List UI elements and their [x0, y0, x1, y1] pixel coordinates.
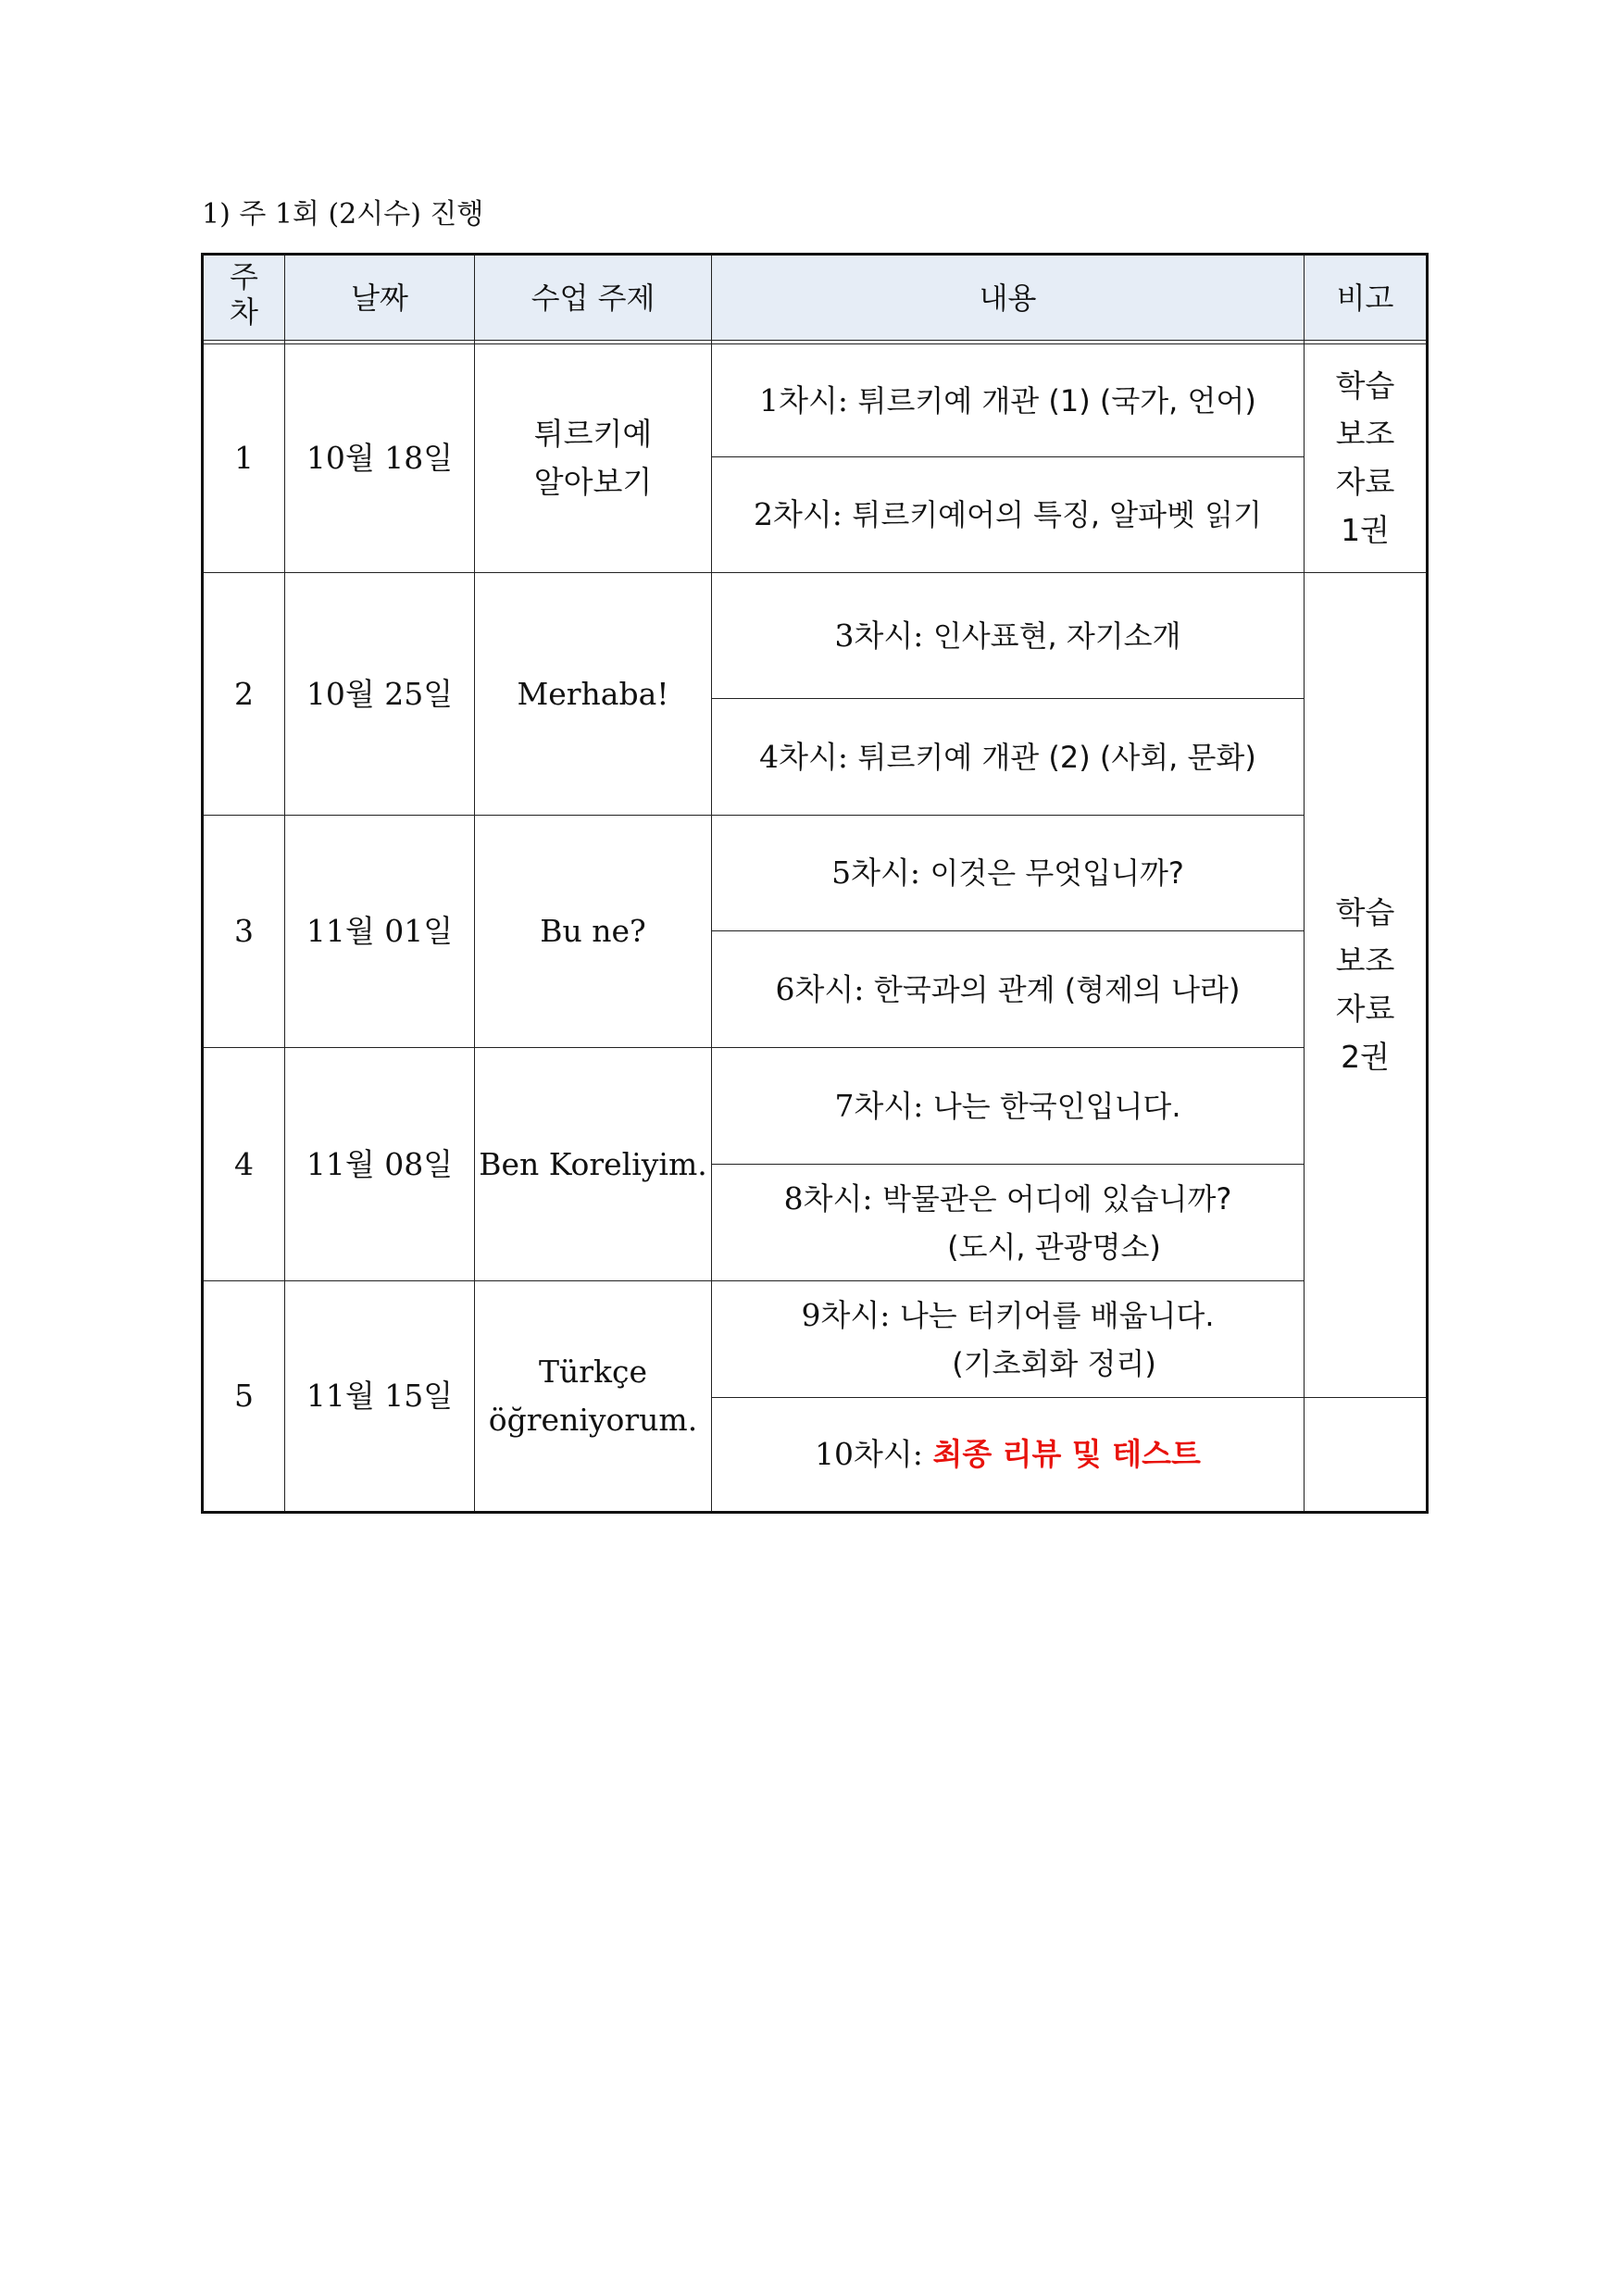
- note-line: 자료: [1335, 991, 1395, 1027]
- session-text: 튀르키예어의 특징, 알파벳 읽기: [852, 497, 1262, 532]
- topic-cell: [475, 1281, 712, 1513]
- session-cell: [712, 931, 1305, 1048]
- note-line: 학습: [1335, 368, 1395, 404]
- note-line: 2권: [1341, 1039, 1390, 1075]
- session-label: 4차시:: [759, 738, 849, 775]
- session-text: 튀르키예 개관 (1) (국가, 언어): [857, 382, 1256, 418]
- note-line: 보조: [1335, 942, 1395, 979]
- week-number: 1: [203, 344, 285, 573]
- topic-cell: [475, 344, 712, 573]
- topic-cell: [475, 1048, 712, 1281]
- date-cell: 10월 25일: [285, 573, 475, 816]
- note-cell: [1305, 573, 1428, 1398]
- table-row: [203, 573, 1428, 699]
- table-row: [203, 344, 1428, 457]
- session-text: 박물관은 어디에 있습니까?: [882, 1180, 1232, 1217]
- session-cell: [712, 816, 1305, 931]
- table-header-row: [203, 255, 1428, 341]
- session-cell: [712, 699, 1305, 816]
- week-number: 2: [203, 573, 285, 816]
- note-cell: [1305, 344, 1428, 573]
- session-text: 인사표현, 자기소개: [932, 618, 1181, 654]
- week-number: 3: [203, 816, 285, 1048]
- section-heading: 1) 주 1회 (2시수) 진행: [202, 198, 484, 231]
- note-line: 자료: [1335, 464, 1395, 500]
- topic-line: 알아보기: [533, 464, 653, 500]
- session-label: 8차시:: [783, 1179, 873, 1217]
- session-label: 9차시:: [801, 1296, 891, 1333]
- date-cell: 10월 18일: [285, 344, 475, 573]
- header-week: [203, 255, 285, 341]
- session-label: 3차시:: [834, 617, 924, 654]
- session-subtext: (도시, 관광명소): [947, 1229, 1161, 1265]
- session-label: 6차시:: [775, 970, 865, 1007]
- date-cell: 11월 15일: [285, 1281, 475, 1513]
- table-row: [203, 1048, 1428, 1165]
- header-week-label: 주차: [230, 259, 258, 330]
- header-content: 내용: [712, 255, 1305, 341]
- note-line: 1권: [1341, 512, 1390, 548]
- session-text: 나는 터키어를 배웁니다.: [899, 1297, 1215, 1333]
- note-line: 학습: [1335, 894, 1395, 930]
- header-topic: 수업 주제: [475, 255, 712, 341]
- session-label: 10차시:: [815, 1436, 923, 1472]
- note-line: 보조: [1335, 416, 1395, 452]
- session-cell: [712, 1165, 1305, 1281]
- session-cell: [712, 457, 1305, 573]
- topic-line: Merhaba!: [517, 675, 669, 712]
- session-label: 1차시:: [759, 381, 849, 418]
- session-label: 7차시:: [834, 1087, 924, 1124]
- week-number: 5: [203, 1281, 285, 1513]
- session-cell: [712, 344, 1305, 457]
- header-date: 날짜: [285, 255, 475, 341]
- topic-line: öğreniyorum.: [488, 1402, 698, 1438]
- table-row: [203, 1281, 1428, 1398]
- session-text: 한국과의 관계 (형제의 나라): [873, 971, 1241, 1007]
- session-label: 5차시:: [831, 855, 920, 891]
- week-number: 4: [203, 1048, 285, 1281]
- date-cell: 11월 08일: [285, 1048, 475, 1281]
- topic-cell: [475, 573, 712, 816]
- schedule-table: [201, 253, 1429, 1514]
- session-subtext: (기초회화 정리): [952, 1345, 1156, 1381]
- date-cell: 11월 01일: [285, 816, 475, 1048]
- session-text: 튀르키예 개관 (2) (사회, 문화): [857, 739, 1256, 775]
- session-text-highlight: 최종 리뷰 및 테스트: [932, 1436, 1201, 1472]
- topic-line: Bu ne?: [540, 913, 646, 949]
- header-note: 비고: [1305, 255, 1428, 341]
- session-text: 이것은 무엇입니까?: [930, 855, 1184, 891]
- topic-cell: [475, 816, 712, 1048]
- session-cell: [712, 573, 1305, 699]
- table-row: [203, 816, 1428, 931]
- session-text: 나는 한국인입니다.: [932, 1088, 1181, 1124]
- session-cell: [712, 1048, 1305, 1165]
- session-cell: [712, 1398, 1305, 1513]
- topic-line: Türkçe: [538, 1354, 648, 1390]
- note-cell-empty: [1305, 1398, 1428, 1513]
- topic-line: 튀르키예: [533, 416, 653, 452]
- topic-line: Ben Koreliyim.: [479, 1145, 707, 1182]
- session-label: 2차시:: [754, 496, 843, 532]
- session-cell: [712, 1281, 1305, 1398]
